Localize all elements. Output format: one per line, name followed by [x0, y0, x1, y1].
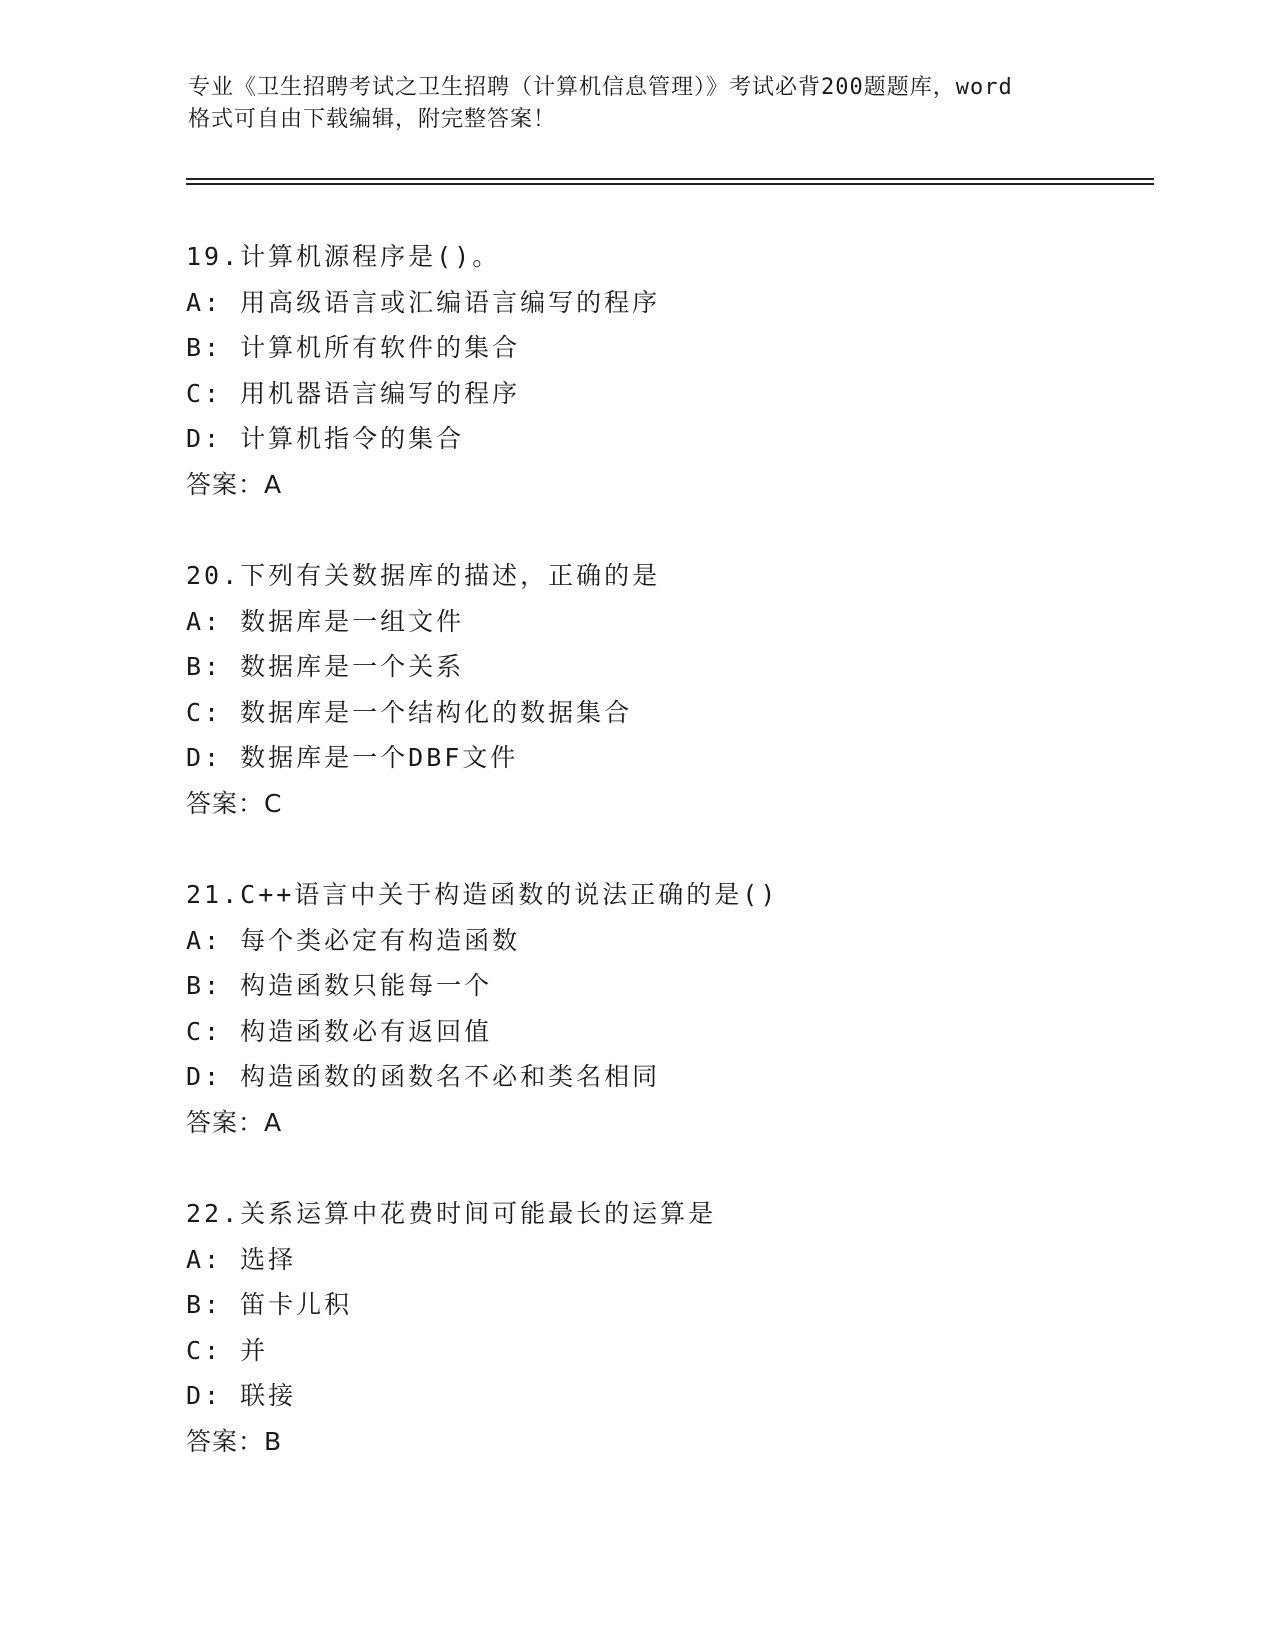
option-c: C: 构造函数必有返回值 [186, 1016, 493, 1046]
option-b: B: 构造函数只能每一个 [186, 971, 493, 1000]
answer-line: 答案：A [186, 1107, 283, 1137]
option-d: D: 数据库是一个DBF文件 [186, 743, 519, 772]
option-a: A: 用高级语言或汇编语言编写的程序 [186, 287, 661, 317]
option-b: B: 计算机所有软件的集合 [186, 333, 521, 362]
document-header [188, 72, 1088, 136]
header-rule-bottom [186, 183, 1154, 185]
option-d: D: 构造函数的函数名不必和类名相同 [186, 1062, 661, 1091]
header-line-1: 专业《卫生招聘考试之卫生招聘（计算机信息管理）》考试必背200题题库，word [188, 75, 1013, 100]
option-c: C: 数据库是一个结构化的数据集合 [186, 697, 633, 727]
option-d: D: 联接 [186, 1381, 297, 1410]
answer-line: 答案：A [186, 469, 283, 499]
question-20 [186, 553, 1146, 872]
question-list [186, 234, 1146, 1510]
option-d: D: 计算机指令的集合 [186, 424, 465, 453]
question-stem: 21.C++语言中关于构造函数的说法正确的是() [186, 880, 779, 909]
question-22 [186, 1191, 1146, 1510]
option-c: C: 并 [186, 1335, 269, 1365]
answer-line: 答案：B [186, 1426, 283, 1456]
option-a: A: 每个类必定有构造函数 [186, 925, 521, 955]
option-b: B: 笛卡儿积 [186, 1290, 353, 1319]
question-19 [186, 234, 1146, 553]
question-stem: 20.下列有关数据库的描述，正确的是 [186, 561, 661, 590]
question-stem: 22.关系运算中花费时间可能最长的运算是 [186, 1199, 717, 1228]
answer-line: 答案：C [186, 788, 283, 818]
question-stem: 19.计算机源程序是()。 [186, 242, 501, 271]
header-line-2: 格式可自由下载编辑，附完整答案！ [188, 107, 557, 132]
question-21 [186, 872, 1146, 1191]
option-b: B: 数据库是一个关系 [186, 652, 465, 681]
option-a: A: 选择 [186, 1244, 297, 1274]
option-a: A: 数据库是一组文件 [186, 606, 465, 636]
option-c: C: 用机器语言编写的程序 [186, 378, 521, 408]
header-rule-top [186, 178, 1154, 180]
